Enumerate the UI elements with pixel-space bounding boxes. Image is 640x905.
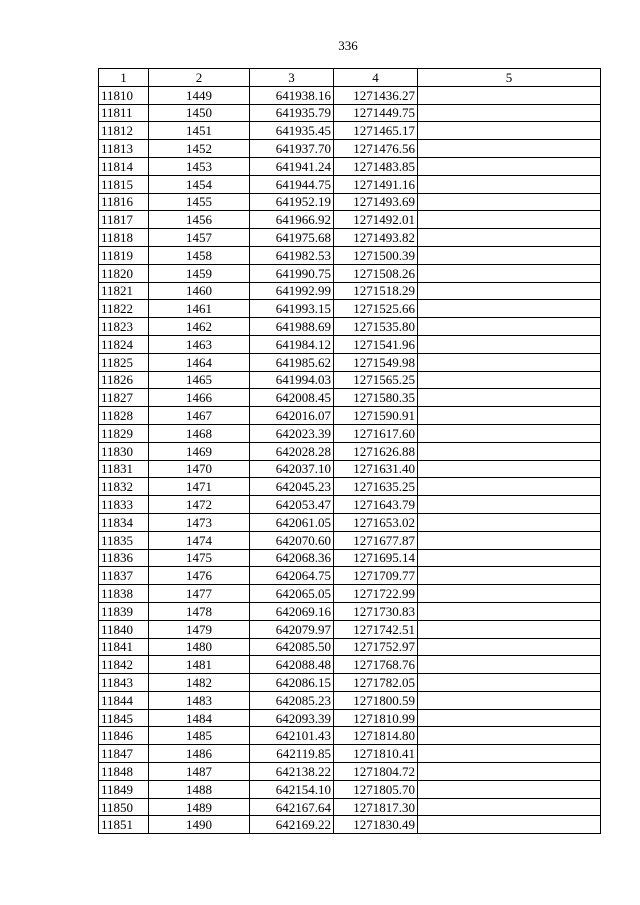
y-coordinate-cell: 1271493.69 (334, 193, 418, 211)
point-id-cell: 11830 (99, 442, 149, 460)
table-row (99, 407, 601, 425)
notes-cell (418, 264, 601, 282)
point-id-cell: 11846 (99, 727, 149, 745)
point-number-cell: 1449 (149, 86, 250, 104)
y-coordinate-cell: 1271492.01 (334, 211, 418, 229)
x-coordinate-cell: 641941.24 (250, 157, 334, 175)
point-id-cell: 11818 (99, 229, 149, 247)
notes-cell (418, 763, 601, 781)
point-number-cell: 1484 (149, 709, 250, 727)
x-coordinate-cell: 641988.69 (250, 318, 334, 336)
y-coordinate-cell: 1271635.25 (334, 478, 418, 496)
y-coordinate-cell: 1271722.99 (334, 585, 418, 603)
point-number-cell: 1471 (149, 478, 250, 496)
point-id-cell: 11838 (99, 585, 149, 603)
point-id-cell: 11837 (99, 567, 149, 585)
x-coordinate-cell: 642016.07 (250, 407, 334, 425)
point-number-cell: 1489 (149, 798, 250, 816)
x-coordinate-cell: 642061.05 (250, 513, 334, 531)
point-id-cell: 11826 (99, 371, 149, 389)
table-row (99, 727, 601, 745)
table-row (99, 86, 601, 104)
point-id-cell: 11847 (99, 745, 149, 763)
notes-cell (418, 620, 601, 638)
notes-cell (418, 674, 601, 692)
point-id-cell: 11820 (99, 264, 149, 282)
point-id-cell: 11851 (99, 816, 149, 834)
table-row (99, 229, 601, 247)
y-coordinate-cell: 1271810.99 (334, 709, 418, 727)
point-number-cell: 1467 (149, 407, 250, 425)
table-row (99, 531, 601, 549)
y-coordinate-cell: 1271493.82 (334, 229, 418, 247)
y-coordinate-cell: 1271814.80 (334, 727, 418, 745)
table-row (99, 585, 601, 603)
table-row (99, 496, 601, 514)
notes-cell (418, 335, 601, 353)
x-coordinate-cell: 641966.92 (250, 211, 334, 229)
y-coordinate-cell: 1271830.49 (334, 816, 418, 834)
table-row (99, 424, 601, 442)
point-number-cell: 1463 (149, 335, 250, 353)
x-coordinate-cell: 642101.43 (250, 727, 334, 745)
point-id-cell: 11842 (99, 656, 149, 674)
table-row (99, 460, 601, 478)
table-row (99, 567, 601, 585)
table-row (99, 674, 601, 692)
notes-cell (418, 798, 601, 816)
point-id-cell: 11850 (99, 798, 149, 816)
x-coordinate-cell: 641975.68 (250, 229, 334, 247)
point-id-cell: 11819 (99, 246, 149, 264)
header-cell-5: 5 (418, 69, 601, 87)
x-coordinate-cell: 642086.15 (250, 674, 334, 692)
notes-cell (418, 389, 601, 407)
x-coordinate-cell: 642008.45 (250, 389, 334, 407)
y-coordinate-cell: 1271653.02 (334, 513, 418, 531)
point-number-cell: 1477 (149, 585, 250, 603)
x-coordinate-cell: 642093.39 (250, 709, 334, 727)
point-id-cell: 11824 (99, 335, 149, 353)
y-coordinate-cell: 1271804.72 (334, 763, 418, 781)
table-row (99, 175, 601, 193)
notes-cell (418, 513, 601, 531)
table-row (99, 122, 601, 140)
point-number-cell: 1459 (149, 264, 250, 282)
notes-cell (418, 816, 601, 834)
table-row (99, 780, 601, 798)
point-id-cell: 11825 (99, 353, 149, 371)
y-coordinate-cell: 1271617.60 (334, 424, 418, 442)
header-cell-1: 1 (99, 69, 149, 87)
x-coordinate-cell: 641992.99 (250, 282, 334, 300)
point-number-cell: 1453 (149, 157, 250, 175)
point-number-cell: 1481 (149, 656, 250, 674)
x-coordinate-cell: 642045.23 (250, 478, 334, 496)
page-number: 336 (338, 38, 358, 53)
y-coordinate-cell: 1271535.80 (334, 318, 418, 336)
x-coordinate-cell: 642088.48 (250, 656, 334, 674)
point-number-cell: 1480 (149, 638, 250, 656)
x-coordinate-cell: 641982.53 (250, 246, 334, 264)
point-id-cell: 11829 (99, 424, 149, 442)
point-id-cell: 11816 (99, 193, 149, 211)
x-coordinate-cell: 642069.16 (250, 602, 334, 620)
point-id-cell: 11833 (99, 496, 149, 514)
y-coordinate-cell: 1271508.26 (334, 264, 418, 282)
y-coordinate-cell: 1271742.51 (334, 620, 418, 638)
table-row (99, 513, 601, 531)
table-row (99, 798, 601, 816)
point-id-cell: 11823 (99, 318, 149, 336)
table-row (99, 264, 601, 282)
point-id-cell: 11812 (99, 122, 149, 140)
x-coordinate-cell: 641994.03 (250, 371, 334, 389)
notes-cell (418, 86, 601, 104)
point-id-cell: 11827 (99, 389, 149, 407)
x-coordinate-cell: 642037.10 (250, 460, 334, 478)
point-number-cell: 1479 (149, 620, 250, 638)
notes-cell (418, 442, 601, 460)
point-number-cell: 1452 (149, 140, 250, 158)
y-coordinate-cell: 1271590.91 (334, 407, 418, 425)
point-id-cell: 11811 (99, 104, 149, 122)
notes-cell (418, 638, 601, 656)
x-coordinate-cell: 641935.79 (250, 104, 334, 122)
y-coordinate-cell: 1271449.75 (334, 104, 418, 122)
y-coordinate-cell: 1271677.87 (334, 531, 418, 549)
x-coordinate-cell: 642167.64 (250, 798, 334, 816)
x-coordinate-cell: 642064.75 (250, 567, 334, 585)
point-id-cell: 11839 (99, 602, 149, 620)
point-number-cell: 1451 (149, 122, 250, 140)
table-row (99, 389, 601, 407)
x-coordinate-cell: 642065.05 (250, 585, 334, 603)
point-id-cell: 11836 (99, 549, 149, 567)
point-number-cell: 1464 (149, 353, 250, 371)
x-coordinate-cell: 642028.28 (250, 442, 334, 460)
notes-cell (418, 531, 601, 549)
notes-cell (418, 602, 601, 620)
notes-cell (418, 229, 601, 247)
point-id-cell: 11822 (99, 300, 149, 318)
table-row (99, 318, 601, 336)
y-coordinate-cell: 1271465.17 (334, 122, 418, 140)
point-number-cell: 1474 (149, 531, 250, 549)
x-coordinate-cell: 642119.85 (250, 745, 334, 763)
header-cell-3: 3 (250, 69, 334, 87)
point-number-cell: 1457 (149, 229, 250, 247)
y-coordinate-cell: 1271500.39 (334, 246, 418, 264)
x-coordinate-cell: 641944.75 (250, 175, 334, 193)
x-coordinate-cell: 642023.39 (250, 424, 334, 442)
table-row (99, 763, 601, 781)
point-id-cell: 11834 (99, 513, 149, 531)
x-coordinate-cell: 641985.62 (250, 353, 334, 371)
point-id-cell: 11832 (99, 478, 149, 496)
table-row (99, 602, 601, 620)
point-number-cell: 1478 (149, 602, 250, 620)
point-id-cell: 11813 (99, 140, 149, 158)
point-number-cell: 1454 (149, 175, 250, 193)
point-id-cell: 11835 (99, 531, 149, 549)
y-coordinate-cell: 1271643.79 (334, 496, 418, 514)
notes-cell (418, 424, 601, 442)
x-coordinate-cell: 641990.75 (250, 264, 334, 282)
point-number-cell: 1487 (149, 763, 250, 781)
notes-cell (418, 780, 601, 798)
table-row (99, 140, 601, 158)
x-coordinate-cell: 642085.50 (250, 638, 334, 656)
point-id-cell: 11844 (99, 691, 149, 709)
point-number-cell: 1486 (149, 745, 250, 763)
notes-cell (418, 691, 601, 709)
table-row (99, 300, 601, 318)
table-header (99, 69, 601, 87)
table-row (99, 104, 601, 122)
point-number-cell: 1476 (149, 567, 250, 585)
x-coordinate-cell: 642138.22 (250, 763, 334, 781)
notes-cell (418, 496, 601, 514)
point-number-cell: 1472 (149, 496, 250, 514)
table-body (99, 86, 601, 833)
point-id-cell: 11828 (99, 407, 149, 425)
point-id-cell: 11831 (99, 460, 149, 478)
x-coordinate-cell: 642079.97 (250, 620, 334, 638)
notes-cell (418, 585, 601, 603)
notes-cell (418, 371, 601, 389)
point-number-cell: 1456 (149, 211, 250, 229)
y-coordinate-cell: 1271817.30 (334, 798, 418, 816)
y-coordinate-cell: 1271518.29 (334, 282, 418, 300)
y-coordinate-cell: 1271752.97 (334, 638, 418, 656)
y-coordinate-cell: 1271805.70 (334, 780, 418, 798)
y-coordinate-cell: 1271631.40 (334, 460, 418, 478)
point-number-cell: 1490 (149, 816, 250, 834)
x-coordinate-cell: 642053.47 (250, 496, 334, 514)
y-coordinate-cell: 1271695.14 (334, 549, 418, 567)
point-id-cell: 11840 (99, 620, 149, 638)
x-coordinate-cell: 642085.23 (250, 691, 334, 709)
notes-cell (418, 318, 601, 336)
x-coordinate-cell: 641935.45 (250, 122, 334, 140)
x-coordinate-cell: 641938.16 (250, 86, 334, 104)
table-row (99, 478, 601, 496)
y-coordinate-cell: 1271525.66 (334, 300, 418, 318)
notes-cell (418, 727, 601, 745)
table-row (99, 656, 601, 674)
notes-cell (418, 460, 601, 478)
x-coordinate-cell: 642070.60 (250, 531, 334, 549)
table-row (99, 745, 601, 763)
x-coordinate-cell: 641937.70 (250, 140, 334, 158)
x-coordinate-cell: 641984.12 (250, 335, 334, 353)
table-row (99, 282, 601, 300)
header-row (99, 69, 601, 87)
table-row (99, 211, 601, 229)
point-id-cell: 11821 (99, 282, 149, 300)
notes-cell (418, 407, 601, 425)
point-number-cell: 1473 (149, 513, 250, 531)
notes-cell (418, 246, 601, 264)
point-number-cell: 1465 (149, 371, 250, 389)
table-row (99, 157, 601, 175)
header-cell-4: 4 (334, 69, 418, 87)
notes-cell (418, 478, 601, 496)
table-row (99, 335, 601, 353)
y-coordinate-cell: 1271476.56 (334, 140, 418, 158)
y-coordinate-cell: 1271768.76 (334, 656, 418, 674)
point-number-cell: 1450 (149, 104, 250, 122)
y-coordinate-cell: 1271436.27 (334, 86, 418, 104)
point-number-cell: 1469 (149, 442, 250, 460)
x-coordinate-cell: 642068.36 (250, 549, 334, 567)
point-number-cell: 1462 (149, 318, 250, 336)
table-row (99, 246, 601, 264)
notes-cell (418, 193, 601, 211)
y-coordinate-cell: 1271730.83 (334, 602, 418, 620)
y-coordinate-cell: 1271580.35 (334, 389, 418, 407)
point-number-cell: 1455 (149, 193, 250, 211)
point-number-cell: 1483 (149, 691, 250, 709)
notes-cell (418, 157, 601, 175)
notes-cell (418, 709, 601, 727)
point-id-cell: 11848 (99, 763, 149, 781)
notes-cell (418, 175, 601, 193)
y-coordinate-cell: 1271541.96 (334, 335, 418, 353)
point-number-cell: 1488 (149, 780, 250, 798)
table-row (99, 193, 601, 211)
point-id-cell: 11814 (99, 157, 149, 175)
table-row (99, 371, 601, 389)
notes-cell (418, 567, 601, 585)
point-number-cell: 1485 (149, 727, 250, 745)
y-coordinate-cell: 1271565.25 (334, 371, 418, 389)
y-coordinate-cell: 1271810.41 (334, 745, 418, 763)
point-number-cell: 1461 (149, 300, 250, 318)
point-number-cell: 1466 (149, 389, 250, 407)
y-coordinate-cell: 1271800.59 (334, 691, 418, 709)
x-coordinate-cell: 641993.15 (250, 300, 334, 318)
notes-cell (418, 282, 601, 300)
notes-cell (418, 104, 601, 122)
y-coordinate-cell: 1271491.16 (334, 175, 418, 193)
point-number-cell: 1458 (149, 246, 250, 264)
table-row (99, 442, 601, 460)
y-coordinate-cell: 1271782.05 (334, 674, 418, 692)
table-row (99, 691, 601, 709)
point-id-cell: 11849 (99, 780, 149, 798)
table-row (99, 353, 601, 371)
header-cell-2: 2 (149, 69, 250, 87)
point-id-cell: 11810 (99, 86, 149, 104)
point-id-cell: 11843 (99, 674, 149, 692)
y-coordinate-cell: 1271549.98 (334, 353, 418, 371)
y-coordinate-cell: 1271626.88 (334, 442, 418, 460)
table-row (99, 620, 601, 638)
notes-cell (418, 745, 601, 763)
point-id-cell: 11841 (99, 638, 149, 656)
table-row (99, 816, 601, 834)
point-id-cell: 11817 (99, 211, 149, 229)
table-row (99, 549, 601, 567)
point-number-cell: 1475 (149, 549, 250, 567)
table-row (99, 638, 601, 656)
point-number-cell: 1482 (149, 674, 250, 692)
point-id-cell: 11845 (99, 709, 149, 727)
notes-cell (418, 300, 601, 318)
point-id-cell: 11815 (99, 175, 149, 193)
point-number-cell: 1468 (149, 424, 250, 442)
table-row (99, 709, 601, 727)
notes-cell (418, 549, 601, 567)
point-number-cell: 1460 (149, 282, 250, 300)
point-number-cell: 1470 (149, 460, 250, 478)
x-coordinate-cell: 642154.10 (250, 780, 334, 798)
coordinates-table (98, 68, 601, 834)
notes-cell (418, 122, 601, 140)
x-coordinate-cell: 642169.22 (250, 816, 334, 834)
notes-cell (418, 353, 601, 371)
y-coordinate-cell: 1271483.85 (334, 157, 418, 175)
notes-cell (418, 211, 601, 229)
y-coordinate-cell: 1271709.77 (334, 567, 418, 585)
notes-cell (418, 656, 601, 674)
notes-cell (418, 140, 601, 158)
x-coordinate-cell: 641952.19 (250, 193, 334, 211)
